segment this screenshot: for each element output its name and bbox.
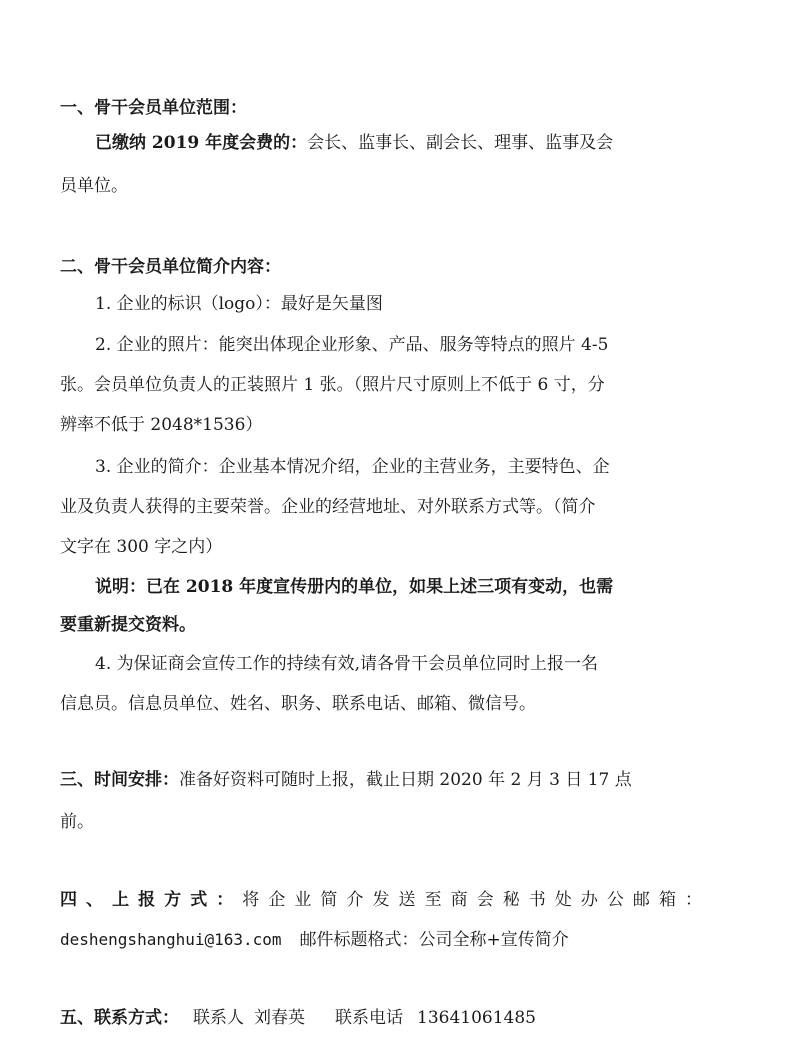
item-1-logo: 1. 企业的标识（logo）：最好是矢量图 [95,294,383,314]
section-3-paragraph [60,768,632,792]
item-2-photos-line-3: 辨率不低于 2048*1536） [60,415,263,435]
section-1-bold-lead: 已缴纳 2019 年度会费的： [95,133,308,153]
section-2-heading: 二、骨干会员单位简介内容： [60,257,281,277]
section-3-line-2: 前。 [60,812,94,832]
email-address: deshengshanghui@163.com [60,930,282,949]
section-4-heading: 四、上报方式： [60,890,243,910]
contact-label: 联系人 [193,1008,244,1028]
section-1-paragraph [95,131,613,155]
item-3-intro-line-1: 3. 企业的简介：企业基本情况介绍，企业的主营业务，主要特色、企 [95,457,610,477]
item-4-info-line-1: 4. 为保证商会宣传工作的持续有效,请各骨干会员单位同时上报一名 [95,654,599,674]
section-5-heading: 五、联系方式： [60,1008,179,1028]
section-4-paragraph [60,888,706,912]
section-4-text: 将企业简介发送至商会秘书处办公邮箱： [242,890,707,910]
section-4-line-2 [60,928,569,952]
section-3-heading: 三、时间安排： [60,770,179,790]
email-subject-format: 邮件标题格式：公司全称+宣传简介 [299,930,569,950]
phone-number: 13641061485 [417,1008,536,1028]
phone-label: 联系电话 [335,1008,403,1028]
section-1-line-2: 员单位。 [60,176,128,196]
section-3-text: 准备好资料可随时上报，截止日期 2020 年 2 月 3 日 17 点 [179,770,632,790]
section-5-paragraph [60,1006,536,1030]
item-3-intro-line-2: 业及负责人获得的主要荣誉。企业的经营地址、对外联系方式等。（简介 [60,497,596,517]
contact-name: 刘春英 [254,1008,305,1028]
section-1-heading: 一、骨干会员单位范围： [60,98,247,118]
note-line-1: 说明：已在 2018 年度宣传册内的单位，如果上述三项有变动，也需 [95,577,614,597]
note-line-2: 要重新提交资料。 [60,615,196,635]
item-3-intro-line-3: 文字在 300 字之内） [60,537,223,557]
item-4-info-line-2: 信息员。信息员单位、姓名、职务、联系电话、邮箱、微信号。 [60,694,536,714]
section-1-text: 会长、监事长、副会长、理事、监事及会 [307,133,614,153]
item-2-photos-line-1: 2. 企业的照片：能突出体现企业形象、产品、服务等特点的照片 4-5 [95,335,609,355]
item-2-photos-line-2: 张。会员单位负责人的正装照片 1 张。（照片尺寸原则上不低于 6 寸，分 [60,375,605,395]
